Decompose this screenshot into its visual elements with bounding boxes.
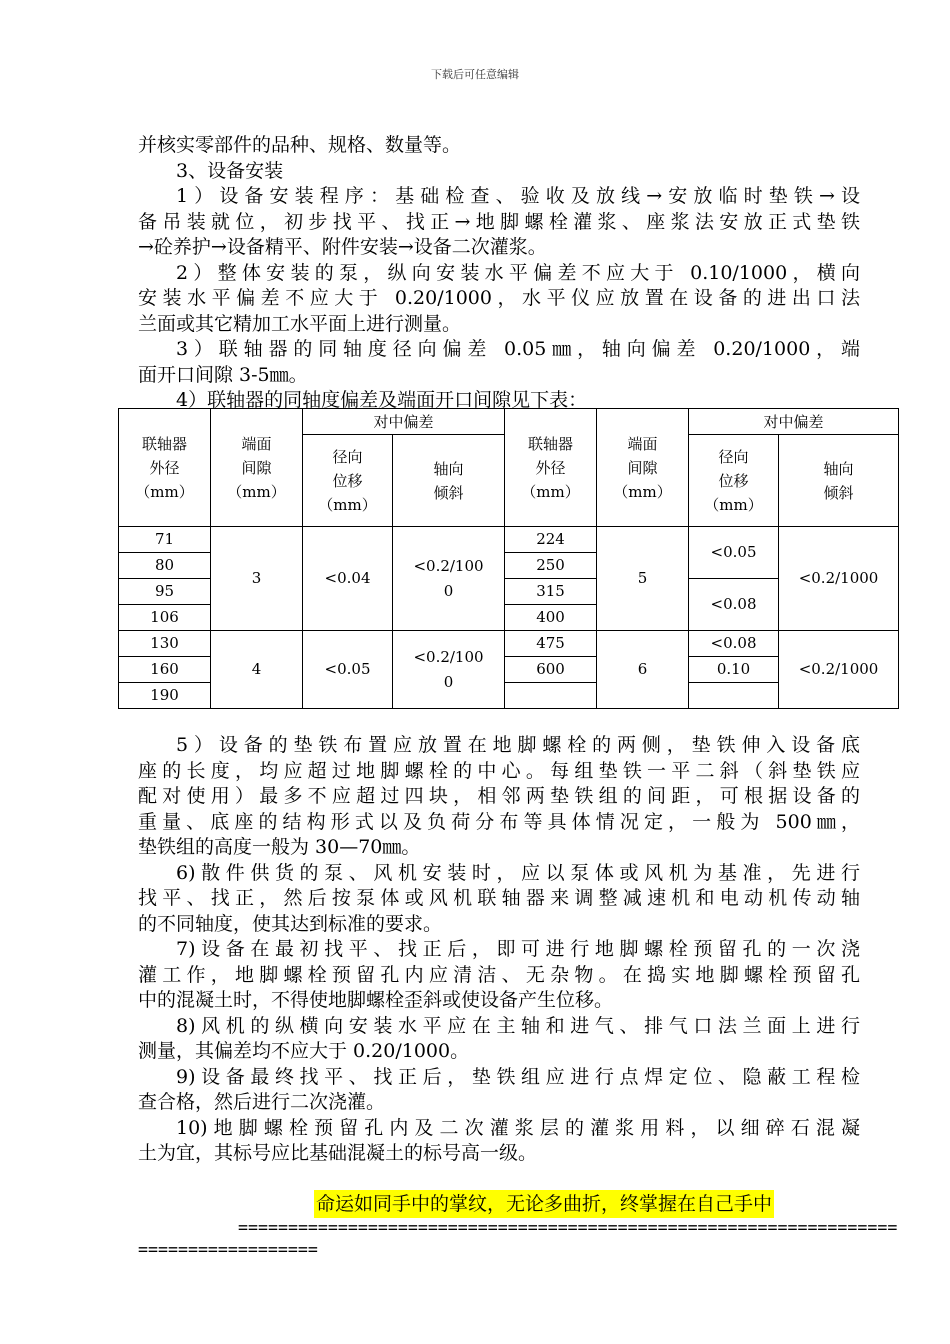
left-gap-cell: 4 bbox=[211, 631, 303, 709]
right-radial-cell: <0.05 bbox=[689, 527, 779, 579]
text-line: 查合格，然后进行二次浇灌。 bbox=[138, 1091, 386, 1113]
text-line: 灌工作，地脚螺栓预留孔内应清洁、无杂物。在捣实地脚螺栓预留孔 bbox=[138, 963, 860, 986]
left-axial-cell: <0.2/100 0 bbox=[393, 631, 505, 709]
right-axial-cell: <0.2/1000 bbox=[779, 631, 899, 709]
header-outer-dia-right: 联轴器 外径 （mm） bbox=[505, 409, 597, 527]
right-gap-cell: 5 bbox=[597, 527, 689, 631]
right-radial-cell: 0.10 bbox=[689, 657, 779, 683]
left-dia-cell: 106 bbox=[119, 605, 211, 631]
left-dia-cell: 80 bbox=[119, 553, 211, 579]
text-line: 7)设备在最初找平、找正后，即可进行地脚螺栓预留孔的一次浇 bbox=[176, 938, 860, 960]
left-dia-cell: 130 bbox=[119, 631, 211, 657]
left-dia-cell: 95 bbox=[119, 579, 211, 605]
left-dia-cell: 190 bbox=[119, 683, 211, 709]
text-line: 3、设备安装 bbox=[176, 159, 284, 182]
text-line: 找平、找正，然后按泵体或风机联轴器来调整减速机和电动机传动轴 bbox=[138, 887, 860, 909]
right-radial-cell: <0.08 bbox=[689, 631, 779, 657]
text-line: 9)设备最终找平、找正后，垫铁组应进行点焊定位、隐蔽工程检 bbox=[176, 1065, 860, 1088]
text-line: 10)地脚螺栓预留孔内及二次灌浆层的灌浆用料，以细碎石混凝 bbox=[176, 1116, 860, 1139]
page-header: 下载后可任意编辑 bbox=[431, 68, 519, 81]
right-radial-cell: <0.08 bbox=[689, 579, 779, 631]
text-line: 8)风机的纵横向安装水平应在主轴和进气、排气口法兰面上进行 bbox=[176, 1014, 860, 1037]
text-line: 备吊装就位，初步找平、找正→地脚螺栓灌浆、座浆法安放正式垫铁 bbox=[138, 210, 860, 233]
header-axial-right: 轴向 倾斜 bbox=[779, 435, 899, 527]
body-text-bottom bbox=[138, 733, 860, 1167]
right-dia-cell bbox=[505, 683, 597, 709]
header-outer-dia-left: 联轴器 外径 （mm） bbox=[119, 409, 211, 527]
text-line: 6)散件供货的泵、风机安装时，应以泵体或风机为基准，先进行 bbox=[176, 861, 860, 884]
header-gap-left: 端面 间隙 （mm） bbox=[211, 409, 303, 527]
left-dia-cell: 71 bbox=[119, 527, 211, 553]
right-radial-cell bbox=[689, 683, 779, 709]
text-line: 土为宜，其标号应比基础混凝土的标号高一级。 bbox=[138, 1142, 538, 1164]
header-radial-left: 径向 位移 （mm） bbox=[303, 435, 393, 527]
header-axial-left: 轴向 倾斜 bbox=[393, 435, 505, 527]
left-gap-cell: 3 bbox=[211, 527, 303, 631]
text-line: 2）整体安装的泵，纵向安装水平偏差不应大于 0.10/1000，横向 bbox=[176, 261, 860, 284]
divider-rule: ================================================================== bbox=[238, 1218, 898, 1237]
right-dia-cell: 400 bbox=[505, 605, 597, 631]
header-alignment-left: 对中偏差 bbox=[303, 409, 505, 435]
right-axial-cell: <0.2/1000 bbox=[779, 527, 899, 631]
text-line: 的不同轴度，使其达到标准的要求。 bbox=[138, 912, 443, 935]
right-dia-cell: 600 bbox=[505, 657, 597, 683]
left-radial-cell: <0.04 bbox=[303, 527, 393, 631]
left-dia-cell: 160 bbox=[119, 657, 211, 683]
coupling-alignment-table bbox=[118, 408, 899, 709]
text-line: 1）设备安装程序：基础检查、验收及放线→安放临时垫铁→设 bbox=[176, 185, 860, 207]
body-text-top bbox=[138, 133, 860, 414]
divider-rule-continued: ================== bbox=[138, 1240, 318, 1259]
header-gap-right: 端面 间隙 （mm） bbox=[597, 409, 689, 527]
text-line: 垫铁组的高度一般为 30—70㎜。 bbox=[138, 836, 421, 858]
motto-highlight: 命运如同手中的掌纹，无论多曲折，终掌握在自己手中 bbox=[314, 1190, 774, 1218]
text-line: 5）设备的垫铁布置应放置在地脚螺栓的两侧，垫铁伸入设备底 bbox=[176, 734, 860, 756]
text-line: 4）联轴器的同轴度偏差及端面开口间隙见下表： bbox=[176, 389, 588, 411]
right-gap-cell: 6 bbox=[597, 631, 689, 709]
right-dia-cell: 224 bbox=[505, 527, 597, 553]
text-line: 配对使用）最多不应超过四块，相邻两垫铁组的间距，可根据设备的 bbox=[138, 785, 860, 807]
right-dia-cell: 315 bbox=[505, 579, 597, 605]
text-line: 面开口间隙 3-5㎜。 bbox=[138, 363, 308, 386]
text-line: 座的长度，均应超过地脚螺栓的中心。每组垫铁一平二斜（斜垫铁应 bbox=[138, 759, 860, 782]
text-line: →砼养护→设备精平、附件安装→设备二次灌浆。 bbox=[138, 236, 547, 258]
left-radial-cell: <0.05 bbox=[303, 631, 393, 709]
right-dia-cell: 475 bbox=[505, 631, 597, 657]
text-line: 3）联轴器的同轴度径向偏差 0.05㎜，轴向偏差 0.20/1000，端 bbox=[176, 338, 860, 360]
right-dia-cell: 250 bbox=[505, 553, 597, 579]
text-line: 测量，其偏差均不应大于 0.20/1000。 bbox=[138, 1040, 470, 1062]
header-radial-right: 径向 位移 （mm） bbox=[689, 435, 779, 527]
text-line: 重量、底座的结构形式以及负荷分布等具体情况定，一般为 500㎜， bbox=[138, 810, 860, 833]
text-line: 并核实零部件的品种、规格、数量等。 bbox=[138, 134, 462, 156]
header-alignment-right: 对中偏差 bbox=[689, 409, 899, 435]
text-line: 兰面或其它精加工水平面上进行测量。 bbox=[138, 312, 462, 335]
text-line: 中的混凝土时，不得使地脚螺栓歪斜或使设备产生位移。 bbox=[138, 989, 614, 1011]
text-line: 安装水平偏差不应大于 0.20/1000，水平仪应放置在设备的进出口法 bbox=[138, 287, 860, 309]
left-axial-cell: <0.2/100 0 bbox=[393, 527, 505, 631]
